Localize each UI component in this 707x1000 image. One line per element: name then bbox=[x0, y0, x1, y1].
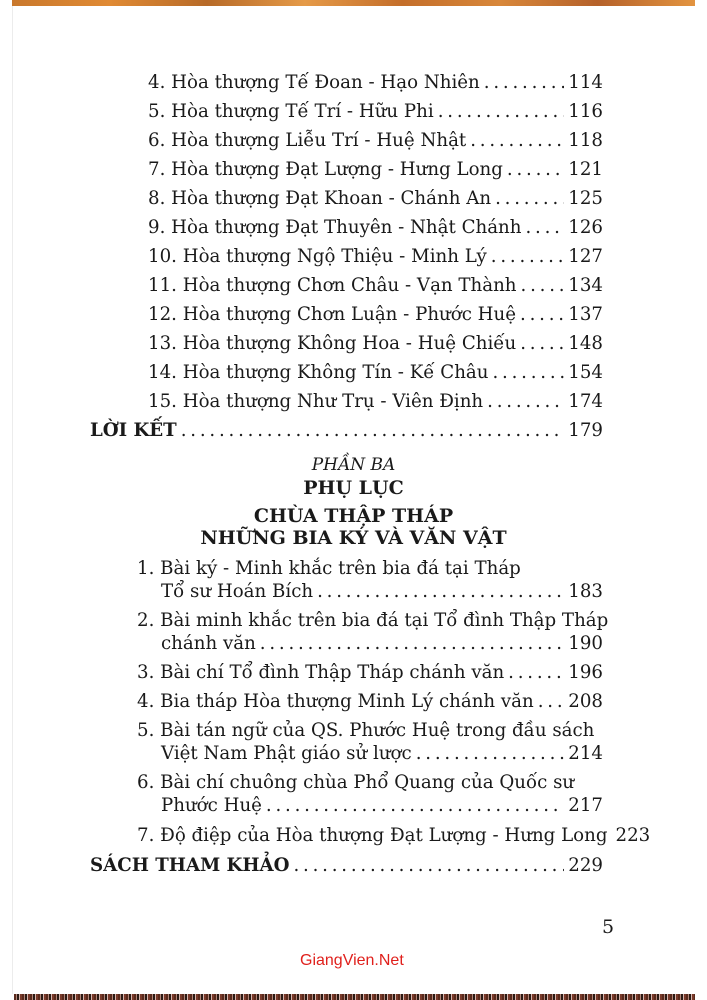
toc-entry: Việt Nam Phật giáo sử lược . . . 214 bbox=[161, 743, 603, 765]
toc-entry-line1: 1. Bài ký - Minh khắc trên bia đá tại Tháp bbox=[137, 558, 521, 579]
part-title: PHỤ LỤC bbox=[303, 477, 404, 499]
toc-entry: chánh văn . . . 190 bbox=[161, 633, 603, 655]
toc-entry-sach-tham-khao: SÁCH THAM KHẢO . . . 229 bbox=[90, 855, 603, 877]
page-left-edge bbox=[12, 6, 13, 994]
toc-entry: 10. Hòa thượng Ngộ Thiệu - Minh Lý . . . 127 bbox=[148, 246, 603, 268]
toc-entry: 4. Hòa thượng Tế Đoan - Hạo Nhiên . . . 114 bbox=[148, 72, 603, 94]
toc-entry: Tổ sư Hoán Bích . . . 183 bbox=[161, 581, 603, 603]
toc-entry-loi-ket: LỜI KẾT . . . 179 bbox=[90, 420, 603, 442]
toc-entry-line1: 5. Bài tán ngữ của QS. Phước Huệ trong đầu sách bbox=[137, 720, 595, 741]
toc-entry: 7. Hòa thượng Đạt Lượng - Hưng Long . . . 121 bbox=[148, 159, 603, 181]
page-top-edge bbox=[12, 0, 695, 6]
toc-entry: 11. Hòa thượng Chơn Châu - Vạn Thành . . . 134 bbox=[148, 275, 603, 297]
page-bottom-edge bbox=[14, 994, 695, 1000]
toc-entry: 13. Hòa thượng Không Hoa - Huệ Chiếu . . . 148 bbox=[148, 333, 603, 355]
toc-entry: 6. Hòa thượng Liễu Trí - Huệ Nhật . . . 118 bbox=[148, 130, 603, 152]
toc-entry: 4. Bia tháp Hòa thượng Minh Lý chánh văn . . . 208 bbox=[137, 691, 603, 713]
toc-entry: 12. Hòa thượng Chơn Luận - Phước Huệ . . . 137 bbox=[148, 304, 603, 326]
toc-entry: 8. Hòa thượng Đạt Khoan - Chánh An . . . 125 bbox=[148, 188, 603, 210]
toc-entry: 14. Hòa thượng Không Tín - Kế Châu . . . 154 bbox=[148, 362, 603, 384]
part-subtitle-1: CHÙA THẬP THÁP bbox=[253, 505, 454, 527]
toc-entry-line1: 2. Bài minh khắc trên bia đá tại Tổ đình Thập Tháp bbox=[137, 610, 609, 631]
toc-entry: 9. Hòa thượng Đạt Thuyên - Nhật Chánh . . . 126 bbox=[148, 217, 603, 239]
toc-entry-line1: 6. Bài chí chuông chùa Phổ Quang của Quốc sư bbox=[137, 772, 575, 793]
part-label: PHẦN BA bbox=[311, 455, 396, 475]
toc-entry: 3. Bài chí Tổ đình Thập Tháp chánh văn . . . 196 bbox=[137, 662, 603, 684]
toc-entry: Phước Huệ . . . 217 bbox=[161, 795, 603, 817]
page-number: 5 bbox=[602, 916, 615, 938]
part-subtitle-2: NHỮNG BIA KÝ VÀ VĂN VẬT bbox=[200, 527, 507, 549]
toc-entry: 7. Độ điệp của Hòa thượng Đạt Lượng - Hưng Long 223 bbox=[137, 825, 651, 846]
toc-entry: 5. Hòa thượng Tế Trí - Hữu Phi . . . 116 bbox=[148, 101, 603, 123]
watermark: GiangVien.Net bbox=[300, 952, 404, 969]
toc-entry: 15. Hòa thượng Như Trụ - Viên Định . . . 174 bbox=[148, 391, 603, 413]
